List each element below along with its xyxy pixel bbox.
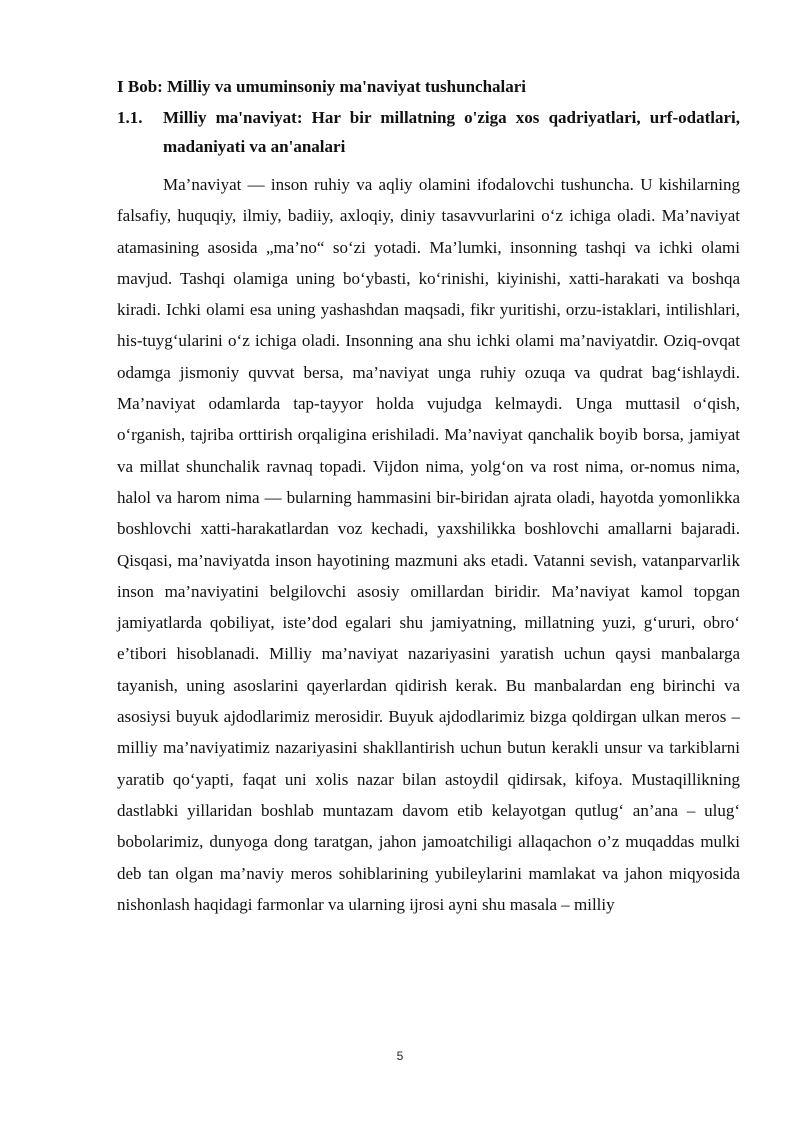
section-number: 1.1.	[117, 108, 143, 127]
page-number: 5	[396, 1049, 404, 1063]
body-paragraph: Ma’naviyat — inson ruhiy va aqliy olamini ifodalovchi tushuncha. U kishilarning falsafiy, huquqiy, ilmiy, badiiy, axloqiy, diniy tasavvurlarini o‘z ichiga oladi. Ma’naviyat atamasining asosida „ma’no“ so‘zi yotadi. Ma’lumki, insonning tashqi va ichki olami mavjud. Tashqi olamiga uning bo‘ybasti, ko‘rinishi, kiyinishi, xatti-harakati va boshqa kiradi. Ichki olami esa uning yashashdan maqsadi, fikr yuritishi, orzu-istaklari, intilishlari, his-tuyg‘ularini o‘z ichiga oladi. Insonning ana shu ichki olami ma’naviyatdir. Oziq-ovqat odamga jismoniy quvvat bersa, ma’naviyat unga ruhiy ozuqa va qudrat bag‘ishlaydi. Ma’naviyat odamlarda tap-tayyor holda vujudga kelmaydi. Unga muttasil o‘qish, o‘rganish, tajriba orttirish orqaligina erishiladi. Ma’naviyat qanchalik boyib borsa, jamiyat va millat shunchalik ravnaq topadi. Vijdon nima, yolg‘on va rost nima, or-nomus nima, halol va harom nima — bularning hammasini bir-biridan ajrata oladi, hayotda yomonlikka boshlovchi xatti-harakatlardan voz kechadi, yaxshilikka boshlovchi amallarni bajaradi. Qisqasi, ma’naviyatda inson hayotining mazmuni aks etadi. Vatanni sevish, vatanparvarlik inson ma’naviyatini belgilovchi asosiy omillardan biridir. Ma’naviyat kamol topgan jamiyatlarda qobiliyat, iste’dod egalari shu jamiyatning, millatning yuzi, g‘ururi, obro‘ e’tibori hisoblanadi. Milliy ma’naviyat nazariyasini yaratish uchun qaysi manbalarga tayanish, uning asoslarini qayerlardan qidirish kerak. Bu manbalardan eng birinchi va asosiysi buyuk ajdodlarimiz merosidir. Buyuk ajdodlarimiz bizga qoldirgan ulkan meros – milliy ma’naviyatimiz nazariyasini shakllantirish uchun butun kerakli unsur va tarkiblarni yaratib qo‘yapti, faqat uni xolis nazar bilan astoydil qidirsak, kifoya. Mustaqillikning dastlabki yillaridan boshlab muntazam davom etib kelayotgan qutlug‘ an’ana – ulug‘ bobolarimiz, dunyoga dong taratgan, jahon jamoatchiligi allaqachon o’z muqaddas mulki deb tan olgan ma’naviy meros sohiblarining yubileylarini mamlakat va jahon miqyosida nishonlash haqidagi farmonlar va ularning ijrosi ayni shu masala – milliy	[117, 175, 740, 914]
chapter-title: I Bob: Milliy va umuminsoniy ma'naviyat tushunchalari	[117, 77, 527, 96]
section-title: Milliy ma'naviyat: Har bir millatning o'ziga xos qadriyatlari, urf-odatlari, madaniyati va an'analari	[163, 108, 740, 156]
page-content	[117, 73, 740, 920]
section-heading	[117, 103, 740, 161]
